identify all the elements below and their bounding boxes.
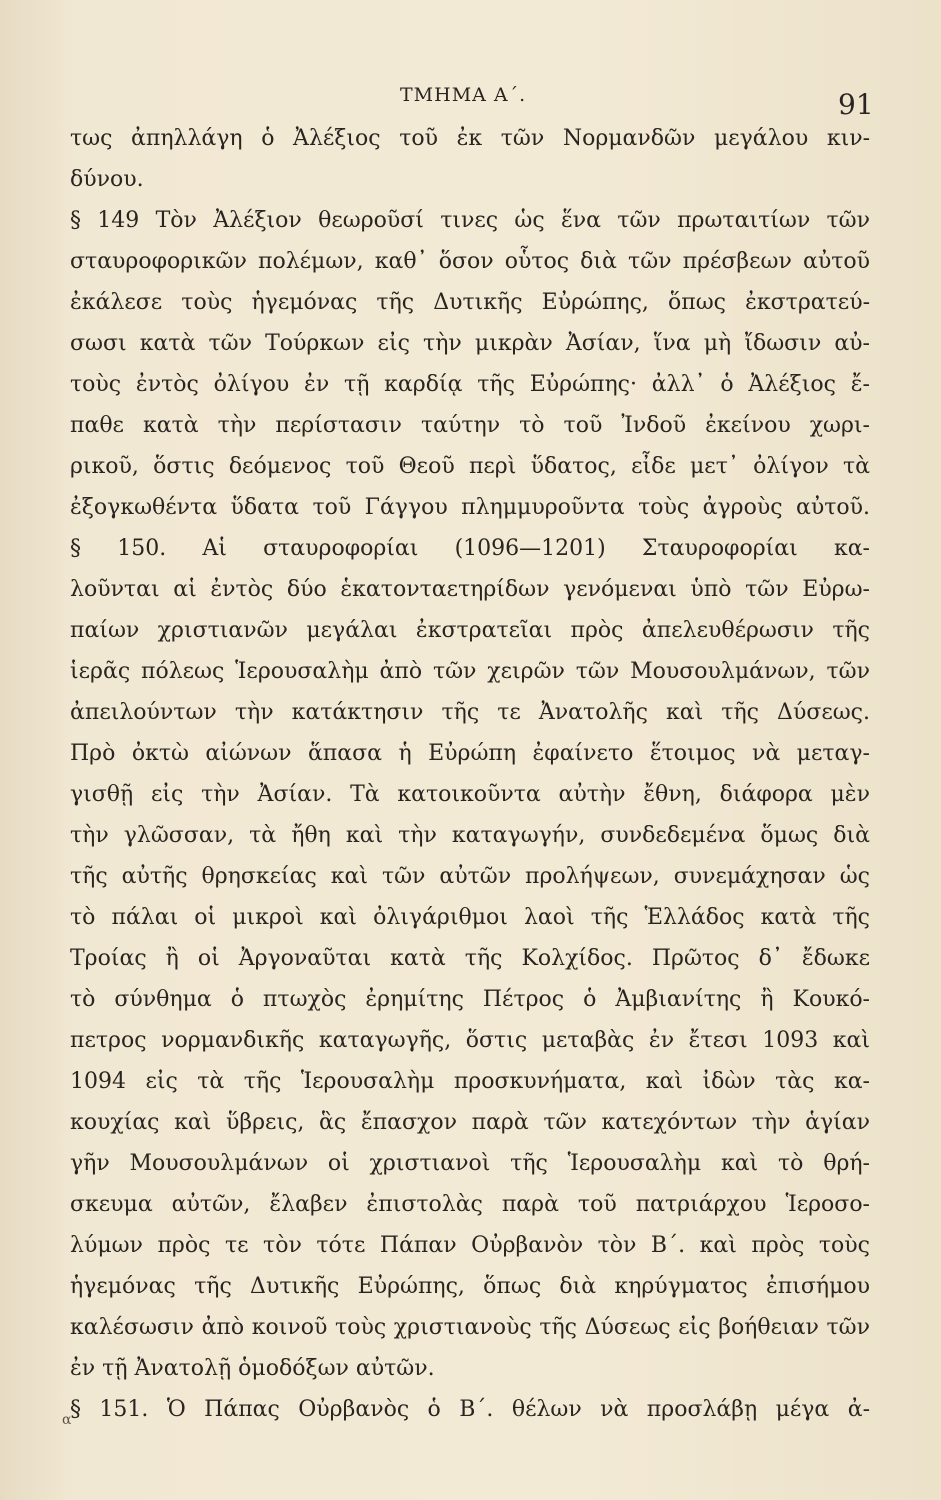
text-line: τῆς αὐτῆς θρησκείας καὶ τῶν αὐτῶν προλήψεων, συνεμάχησαν ὡς bbox=[70, 864, 870, 889]
text-line: ἱερᾶς πόλεως Ἱερουσαλὴμ ἀπὸ τῶν χειρῶν τῶν Μουσουλμάνων, τῶν bbox=[70, 659, 870, 684]
section-150-first-line: § 150. Αἱ σταυροφορίαι (1096—1201) Σταυροφορίαι κα- bbox=[70, 536, 870, 561]
body-text bbox=[70, 118, 870, 1430]
text-line: Πρὸ ὀκτὼ αἰώνων ἅπασα ἡ Εὐρώπη ἐφαίνετο ἕτοιμος νὰ μεταγ- bbox=[70, 741, 870, 766]
text-line: Τροίας ἢ οἱ Ἀργοναῦται κατὰ τῆς Κολχίδος. Πρῶτος δ᾽ ἔδωκε bbox=[70, 946, 870, 971]
signature-mark: α bbox=[62, 1412, 72, 1428]
page-header bbox=[0, 78, 941, 121]
text-line: παίων χριστιανῶν μεγάλαι ἐκστρατεῖαι πρὸς ἀπελευθέρωσιν τῆς bbox=[70, 618, 870, 643]
text-line: λοῦνται αἱ ἐντὸς δύο ἑκατονταετηρίδων γενόμεναι ὑπὸ τῶν Εὐρω- bbox=[70, 577, 870, 602]
text-line: δύνου. bbox=[70, 167, 144, 192]
text-line: ρικοῦ, ὅστις δεόμενος τοῦ Θεοῦ περὶ ὕδατος, εἶδε μετ᾽ ὀλίγον τὰ bbox=[70, 454, 870, 479]
text-line: ἐκάλεσε τοὺς ἡγεμόνας τῆς Δυτικῆς Εὐρώπης, ὅπως ἐκστρατεύ- bbox=[70, 290, 870, 315]
text-line: σταυροφορικῶν πολέμων, καθ᾽ ὅσον οὗτος διὰ τῶν πρέσβεων αὐτοῦ bbox=[70, 249, 870, 274]
text-line: ἐξογκωθέντα ὕδατα τοῦ Γάγγου πλημμυροῦντα τοὺς ἀγροὺς αὐτοῦ. bbox=[70, 495, 870, 520]
text-line: ἡγεμόνας τῆς Δυτικῆς Εὐρώπης, ὅπως διὰ κηρύγματος ἐπισήμου bbox=[70, 1274, 870, 1299]
text-line: ἐν τῇ Ἀνατολῇ ὁμοδόξων αὐτῶν. bbox=[70, 1356, 435, 1381]
text-line: καλέσωσιν ἀπὸ κοινοῦ τοὺς χριστιανοὺς τῆς Δύσεως εἰς βοήθειαν τῶν bbox=[70, 1315, 870, 1340]
page-number: 91 bbox=[838, 88, 874, 121]
text-line: τοὺς ἐντὸς ὀλίγου ἐν τῇ καρδίᾳ τῆς Εὐρώπης· ἀλλ᾽ ὁ Ἀλέξιος ἔ- bbox=[70, 372, 870, 397]
text-line: τως ἀπηλλάγη ὁ Ἀλέξιος τοῦ ἐκ τῶν Νορμανδῶν μεγάλου κιν- bbox=[70, 126, 870, 151]
text-line: τὴν γλῶσσαν, τὰ ἤθη καὶ τὴν καταγωγήν, συνδεδεμένα ὅμως διὰ bbox=[70, 823, 870, 848]
text-line: παθε κατὰ τὴν περίστασιν ταύτην τὸ τοῦ Ἰνδοῦ ἐκείνου χωρι- bbox=[70, 413, 870, 438]
text-line: ἀπειλούντων τὴν κατάκτησιν τῆς τε Ἀνατολῆς καὶ τῆς Δύσεως. bbox=[70, 700, 870, 725]
text-line: σωσι κατὰ τῶν Τούρκων εἰς τὴν μικρὰν Ἀσίαν, ἵνα μὴ ἴδωσιν αὐ- bbox=[70, 331, 870, 356]
section-151-first-line: § 151. Ὁ Πάπας Οὐρβανὸς ὁ Β΄. θέλων νὰ προσλάβῃ μέγα ἀ- bbox=[70, 1397, 870, 1422]
text-line: τὸ πάλαι οἱ μικροὶ καὶ ὀλιγάριθμοι λαοὶ τῆς Ἑλλάδος κατὰ τῆς bbox=[70, 905, 870, 930]
text-line: κουχίας καὶ ὕβρεις, ἃς ἔπασχον παρὰ τῶν κατεχόντων τὴν ἁγίαν bbox=[70, 1110, 870, 1135]
text-line: σκευμα αὐτῶν, ἔλαβεν ἐπιστολὰς παρὰ τοῦ πατριάρχου Ἱεροσο- bbox=[70, 1192, 870, 1217]
text-line: γῆν Μουσουλμάνων οἱ χριστιανοὶ τῆς Ἱερουσαλὴμ καὶ τὸ θρή- bbox=[70, 1151, 870, 1176]
running-title: ΤΜΗΜΑ Α΄. bbox=[400, 84, 527, 106]
text-line: 1094 εἰς τὰ τῆς Ἱερουσαλὴμ προσκυνήματα, καὶ ἰδὼν τὰς κα- bbox=[70, 1069, 870, 1094]
section-149-first-line: § 149 Τὸν Ἀλέξιον θεωροῦσί τινες ὡς ἕνα τῶν πρωταιτίων τῶν bbox=[70, 208, 870, 233]
text-line: τὸ σύνθημα ὁ πτωχὸς ἐρημίτης Πέτρος ὁ Ἀμβιανίτης ἢ Κουκό- bbox=[70, 987, 870, 1012]
text-line: πετρος νορμανδικῆς καταγωγῆς, ὅστις μεταβὰς ἐν ἔτεσι 1093 καὶ bbox=[70, 1028, 870, 1053]
text-line: γισθῇ εἰς τὴν Ἀσίαν. Τὰ κατοικοῦντα αὐτὴν ἔθνη, διάφορα μὲν bbox=[70, 782, 870, 807]
text-line: λύμων πρὸς τε τὸν τότε Πάπαν Οὐρβανὸν τὸν Β΄. καὶ πρὸς τοὺς bbox=[70, 1233, 870, 1258]
